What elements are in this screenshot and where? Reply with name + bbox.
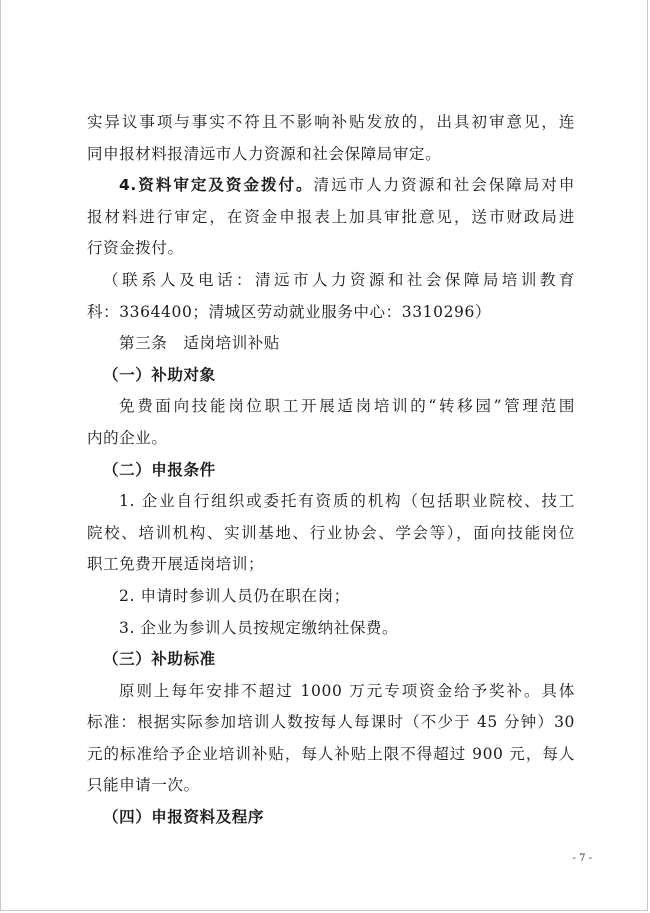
paragraph-line: 院校、培训机构、实训基地、行业协会、学会等），面向技能岗位 (87, 523, 575, 542)
paragraph-line: 原则上每年安排不超过 1000 万元专项资金给予奖补。具体 (119, 681, 575, 700)
item-number: 4. (119, 176, 137, 195)
paragraph-line: 1. 企业自行组织或委托有资质的机构（包括职业院校、技工 (119, 492, 575, 511)
section-heading: （三）补助标准 (103, 650, 216, 669)
paragraph-line: 内的企业。 (87, 428, 168, 447)
paragraph-line: 实异议事项与事实不符且不影响补贴发放的，出具初审意见，连 (87, 113, 575, 131)
paragraph-line: 行资金拨付。 (87, 239, 184, 258)
paragraph-line: 免费面向技能岗位职工开展适岗培训的“转移园”管理范围 (119, 397, 575, 416)
item-text: 清远市人力资源和社会保障局对申 (313, 176, 575, 195)
paragraph-line: 标准：根据实际参加培训人数按每人每课时（不少于 45 分钟）30 (87, 713, 575, 732)
paragraph-line: 只能申请一次。 (87, 776, 200, 795)
paragraph-line: 报材料进行审定，在资金申报表上加具审批意见，送市财政局进 (87, 207, 575, 226)
paragraph-line: 同申报材料报清远市人力资源和社会保障局审定。 (87, 144, 442, 163)
section-heading: （二）申报条件 (103, 460, 216, 479)
contact-line: 科：3364400；清城区劳动就业服务中心：3310296） (87, 302, 492, 321)
section-heading: （一）补助对象 (103, 365, 216, 384)
paragraph-line: 元的标准给予企业培训补贴，每人补贴上限不得超过 900 元，每人 (87, 744, 575, 763)
paragraph-line: 职工免费开展适岗培训； (87, 555, 265, 574)
page-number: - 7 - (572, 853, 592, 864)
section-heading: （四）申报资料及程序 (103, 808, 265, 827)
paragraph-line: 2. 申请时参训人员仍在职在岗； (119, 586, 350, 605)
contact-line: （联系人及电话：清远市人力资源和社会保障局培训教育 (103, 270, 575, 289)
paragraph-line: 3. 企业为参训人员按规定缴纳社保费。 (119, 618, 399, 637)
article-heading: 第三条 适岗培训补贴 (119, 334, 281, 353)
item-heading: 资料审定及资金拨付。 (136, 176, 314, 195)
paragraph-line (87, 170, 575, 202)
document-body (87, 107, 575, 834)
